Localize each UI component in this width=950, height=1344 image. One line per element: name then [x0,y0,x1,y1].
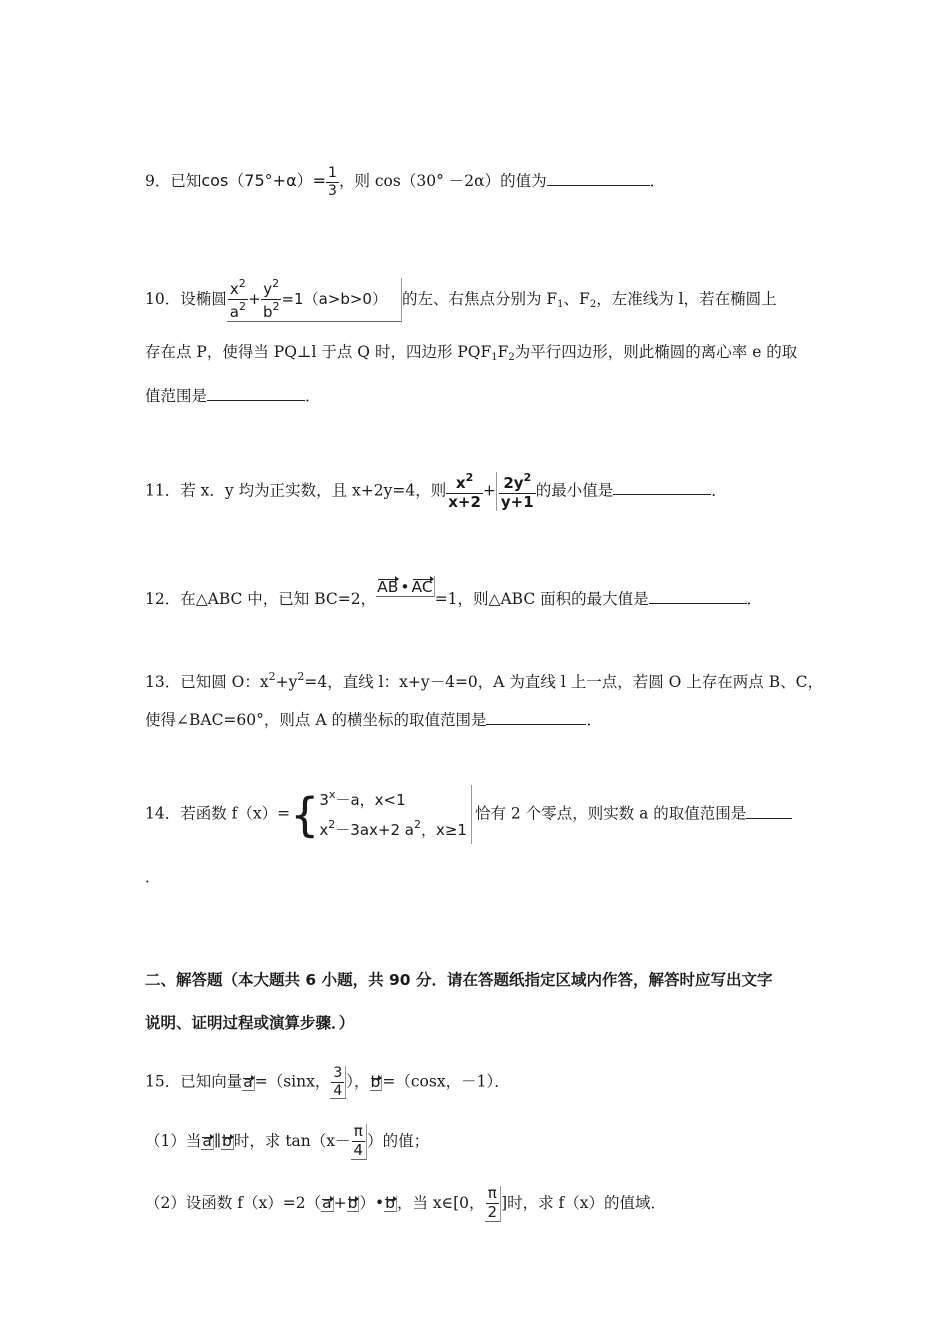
q15-p2-vector-a: a [322,1193,332,1212]
question-14 [145,785,792,844]
question-10-line-2: 存在点 P，使得当 PQ⊥l 于点 Q 时，四边形 $PQF_1F_2$为平行四边形，则此椭圆的离心率 e 的取 [145,343,798,363]
question-13-line-2: 使得∠BAC=60°，则点 A 的横坐标的取值范围是 ． [145,711,602,729]
q15-fraction-pi-2: $\frac{\pi}{2}$ [485,1186,502,1222]
question-11: 11．若 x．y 均为正实数，且 x+2y=4，则 $\frac{x^2}{x+2}$ + $\frac{2y^2}{y+1}$ 的最小值是 ． [145,471,727,511]
q12-dot-product: AB • AC [377,578,433,596]
q12-number: 12．在△ABC 中，已知 BC=2， [145,590,377,608]
q14-case-1: $3^x-a$，x<1 [319,788,406,809]
section-2-heading: 二、解答题（本大题共 6 小题，共 90 分．请在答题纸指定区域内作答，解答时应写出文字 [145,971,773,989]
q15-vector-a: a [243,1072,253,1091]
question-10 [145,278,777,322]
q15-fraction-3-4: $\frac{3}{4}$ [330,1066,346,1099]
question-10-line-3: 值范围是 ． [145,387,321,405]
q10-number: 10．设椭圆 [145,289,227,308]
question-15-part-1: （1）当a ∥b 时，求 tan（x－ $\frac{\pi}{4}$ ）的值； [145,1122,430,1159]
q14-case-2: $x^2-3ax+2$ $a^2$，x≥1 [319,817,467,839]
q14-number: 14．若函数 f（x）= [145,804,291,823]
q14-piecewise [319,785,472,844]
question-15: 15．已知向量a =（sinx， $\frac{3}{4}$ ），b =（cosx，－1）． [145,1065,510,1099]
q14-text: 恰有 2 个零点，则实数 a 的取值范围是 [474,804,747,823]
q14-brace: { [290,787,320,842]
q11-answer-blank [613,493,711,495]
q15-number: 15．已知向量 [145,1072,243,1091]
question-13: 13．已知圆 O：$x^2+y^2=4$，直线 l：x+y－4=0，A 为直线 l 上一点，若圆 O 上存在两点 B、C， [145,670,823,691]
q9-answer-blank [547,184,650,186]
q15-p2-vector-b: b [347,1193,358,1212]
q10-ellipse-equation: $\frac{x^2}{a^2}$ + $\frac{y^2}{b^2}$ =1（a>b>0） [227,278,402,322]
q11-number: 11．若 x．y 均为正实数，且 x+2y=4，则 [145,481,447,500]
question-9: 9．已知cos（75°+α）= $\frac{1}{3}$ ，则 cos（30° －2α）的值为 ． [145,165,666,199]
q15-fraction-pi-4: $\frac{\pi}{4}$ [351,1124,368,1160]
q15-p2-vector-b-2: b [385,1193,395,1212]
q9-text: ，则 cos（30° －2α）的值为 [338,172,547,191]
q12-answer-blank [649,602,747,604]
question-14-end: ． [145,868,161,886]
q11-text: 的最小值是 [535,481,614,500]
q14-answer-blank [746,817,792,819]
section-2-heading-line-2: 说明、证明过程或演算步骤．） [145,1014,355,1032]
q15-vector-b: b [370,1072,381,1091]
q9-expression: cos（75°+α）= [201,171,327,191]
question-15-part-2: （2）设函数 f（x）=2（a +b ）•b ，当 x∈[0， $\frac{\pi}{2}$ ]时，求 f（x）的值域． [145,1184,667,1221]
q10-text-1: 的左、右焦点分别为 $F_1$、$F_2$，左准线为 l，若在椭圆上 [401,289,777,310]
question-12: 12．在△ABC 中，已知 BC=2，AB • AC=1，则△ABC 面积的最大值是 ． [145,578,763,608]
q9-fraction: $\frac{1}{3}$ [328,165,337,199]
q9-number: 9．已知 [145,172,202,191]
q13-answer-blank [486,723,586,725]
q10-answer-blank [207,399,305,401]
q15-p1-vector-b: b [222,1131,232,1150]
q15-p1-vector-a: a [202,1131,212,1150]
q12-text: =1，则△ABC 面积的最大值是 [434,590,649,608]
q11-fraction-2: $\frac{2y^2}{y+1}$ [496,472,536,511]
q11-fraction-1: $\frac{x^2}{x+2}$ [448,471,481,511]
